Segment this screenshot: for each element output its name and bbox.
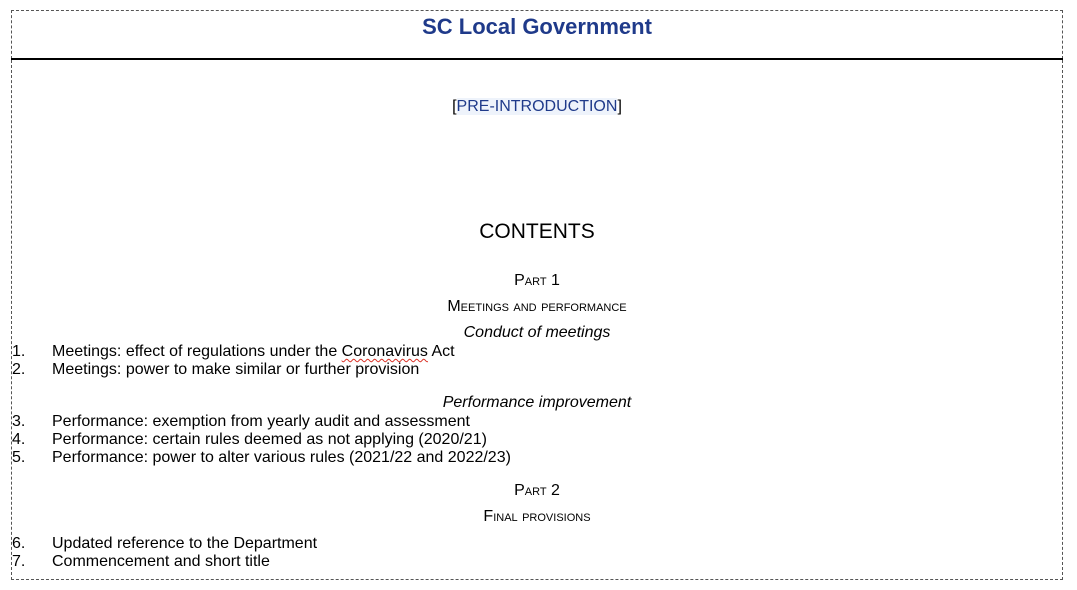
toc-item-1[interactable]: [12, 343, 712, 361]
document-header: [11, 10, 1063, 59]
contents-heading: CONTENTS: [479, 220, 595, 243]
toc-item-text: Commencement and short title: [52, 553, 270, 570]
pre-intro-close-bracket: ]: [617, 98, 622, 115]
toc-item-number: 1.: [12, 343, 26, 360]
toc-item-text: Updated reference to the Department: [52, 535, 318, 552]
part-2-label: Part 2: [514, 482, 560, 499]
toc-item-number: 5.: [12, 449, 26, 466]
pre-introduction: [12, 98, 1062, 116]
document-title: SC Local Government: [422, 14, 652, 39]
toc-item-number: 6.: [12, 535, 26, 552]
toc-item-text-end: Act: [427, 343, 455, 360]
toc-item-number: 7.: [12, 553, 26, 570]
part-2-title: Final provisions: [483, 508, 591, 525]
toc-item-2[interactable]: [12, 361, 712, 379]
toc-item-6[interactable]: [12, 535, 712, 553]
document-body: [11, 60, 1063, 580]
toc-item-text: Performance: exemption from yearly audit and assessment: [52, 413, 470, 430]
toc-item-number: 4.: [12, 431, 26, 448]
toc-item-text: Performance: certain rules deemed as not applying (2020/21): [52, 431, 487, 448]
pre-intro-open-bracket: [: [452, 98, 457, 115]
toc-item-text-start: Meetings: effect of regulations under the: [52, 343, 342, 360]
toc-item-text: [52, 343, 455, 361]
toc-item-7[interactable]: [12, 553, 712, 571]
toc-item-number: 2.: [12, 361, 26, 378]
part-1-title: Meetings and performance: [447, 298, 627, 315]
toc-item-text: Performance: power to alter various rules (2021/22 and 2022/23): [52, 449, 511, 466]
toc-item-3[interactable]: [12, 413, 712, 431]
pre-introduction-link[interactable]: PRE-INTRODUCTION: [456, 98, 618, 115]
spellcheck-flagged-word[interactable]: Coronavirus: [341, 343, 428, 360]
toc-item-text: Meetings: power to make similar or further provision: [52, 361, 420, 378]
toc-item-number: 3.: [12, 413, 26, 430]
group-performance-improvement: Performance improvement: [442, 394, 632, 411]
toc-item-4[interactable]: [12, 431, 712, 449]
group-conduct-of-meetings: Conduct of meetings: [463, 324, 611, 341]
part-1-label: Part 1: [514, 272, 560, 289]
toc-item-5[interactable]: [12, 449, 712, 467]
